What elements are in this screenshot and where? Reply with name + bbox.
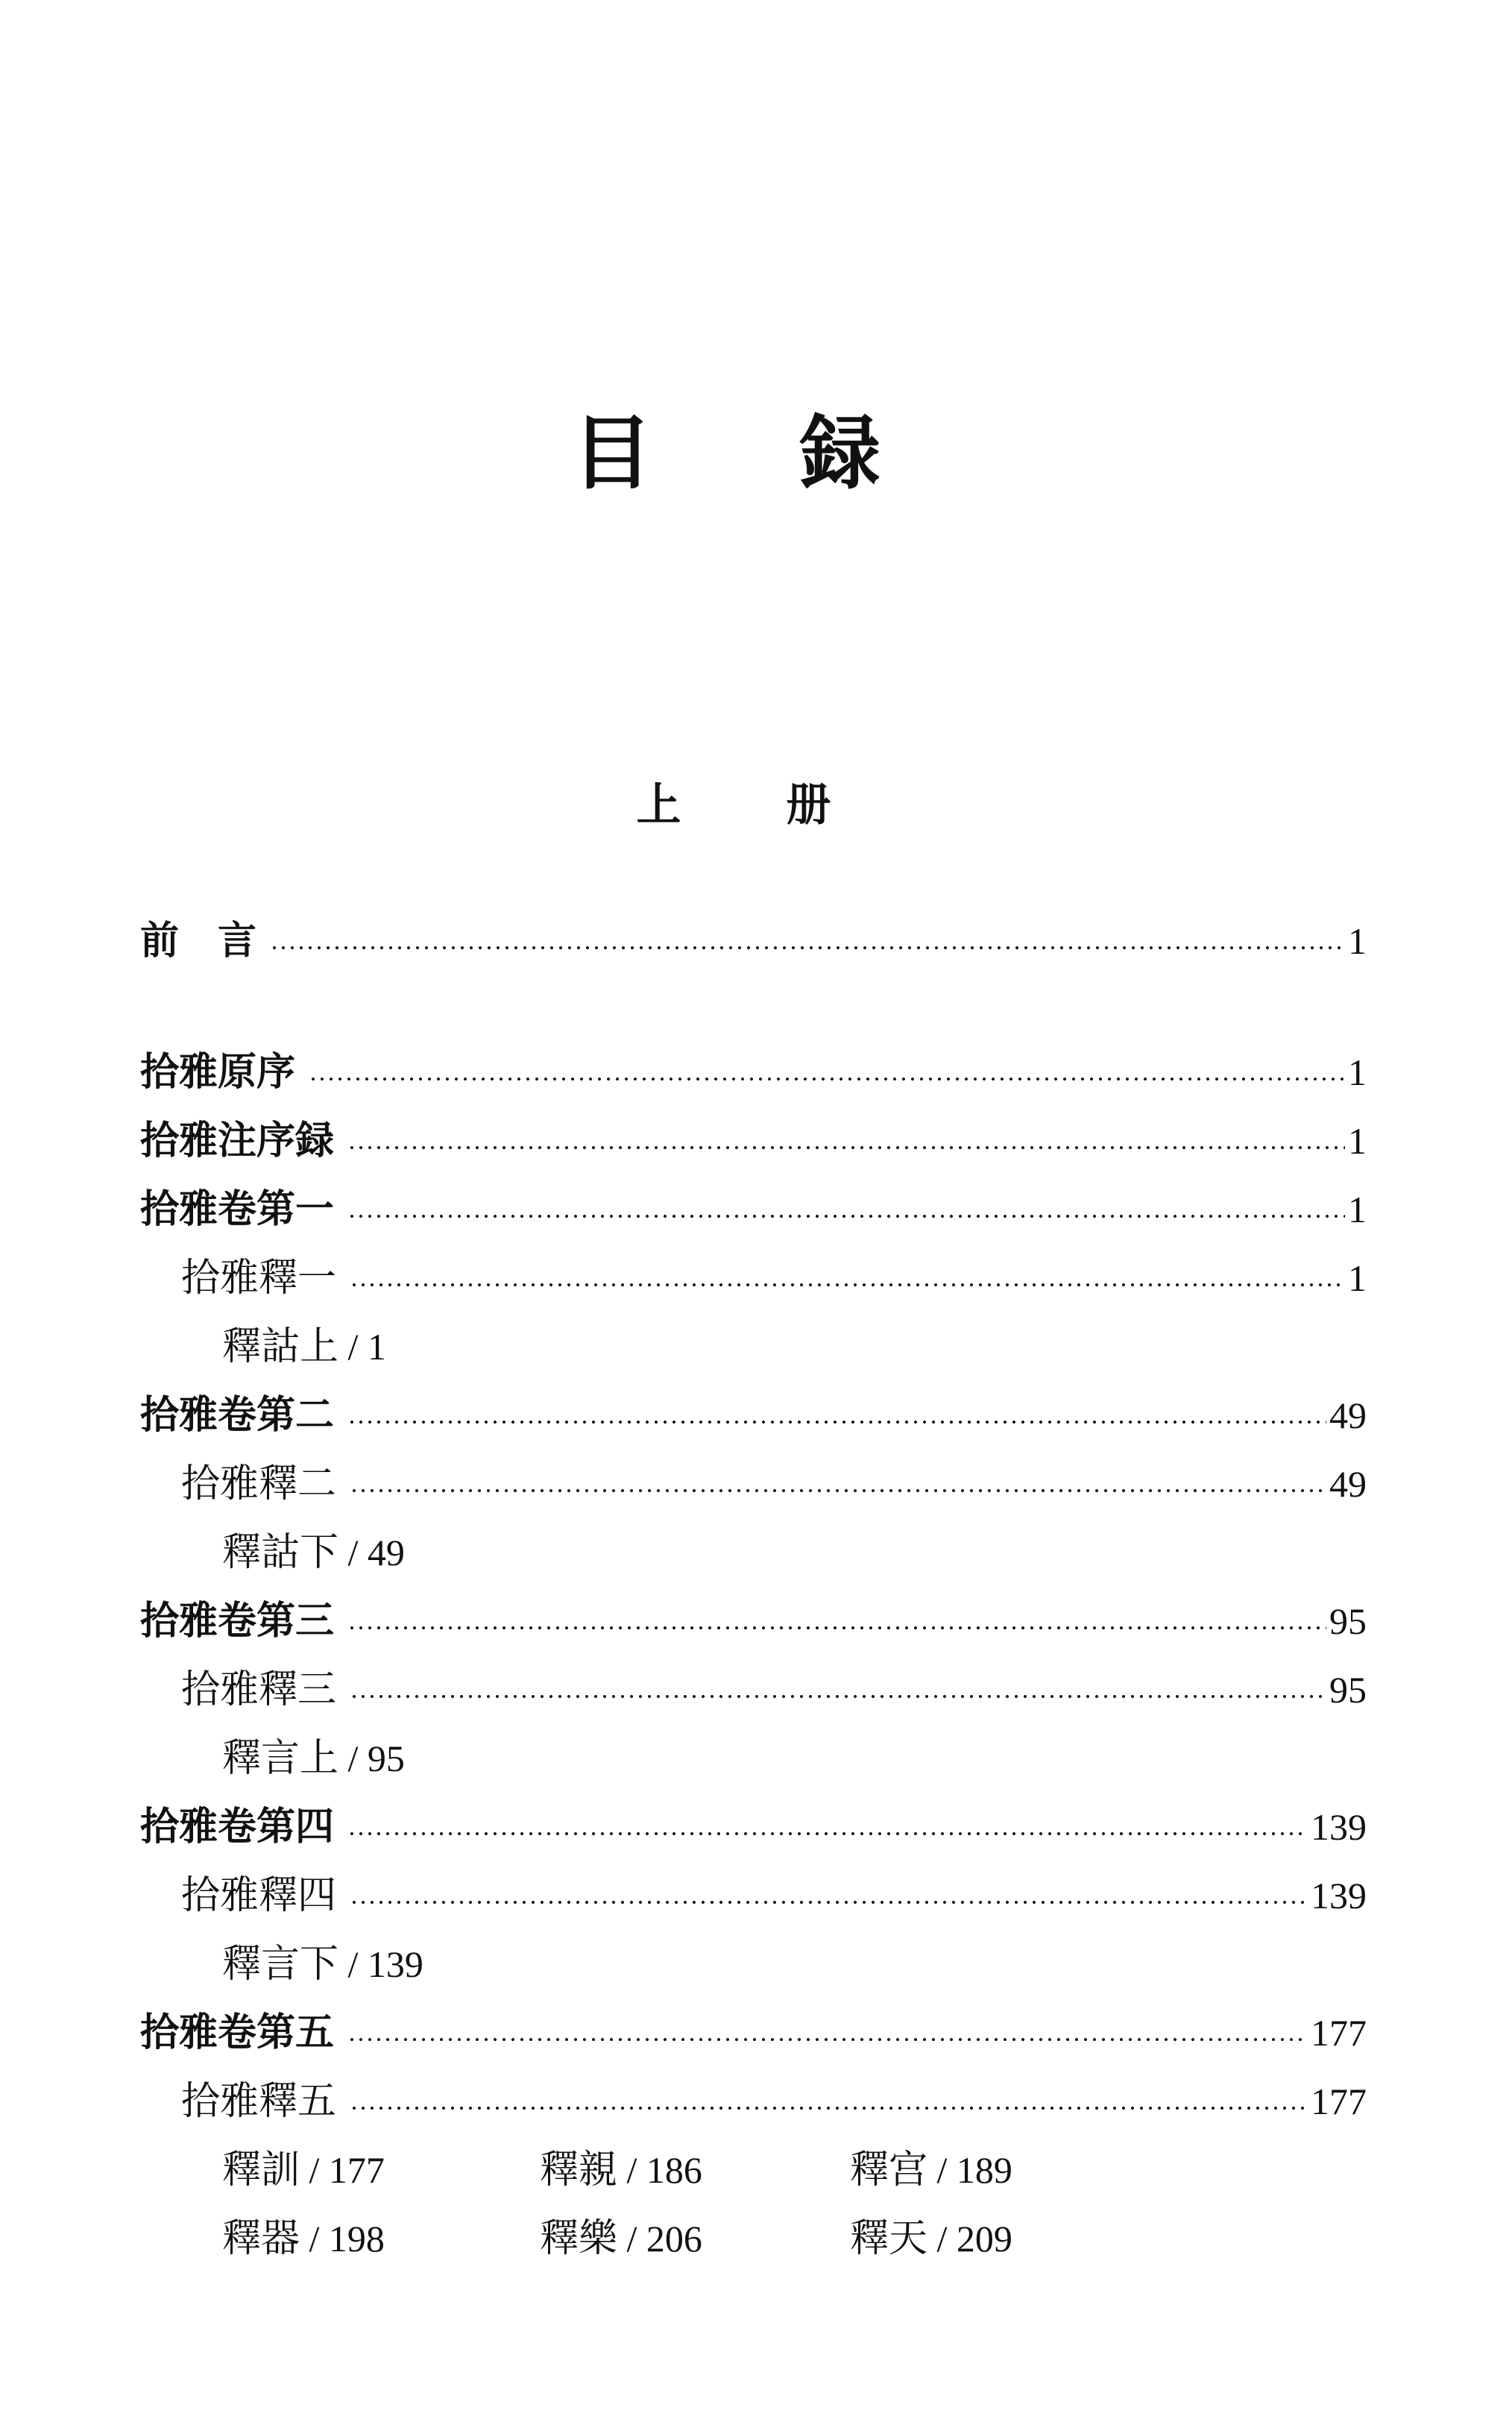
toc-entry-label: 拾雅卷第一 <box>140 1187 335 1232</box>
toc-section-label: 釋詁下 <box>222 1530 339 1575</box>
toc-section[interactable]: 釋天 / 209 <box>850 2216 1012 2261</box>
dot-leader <box>347 1420 1326 1424</box>
toc-subentry[interactable] <box>181 1866 1367 1925</box>
toc-section-label: 釋言上 <box>222 1736 339 1781</box>
toc-section-page: 49 <box>367 1532 405 1573</box>
toc-entry[interactable] <box>140 1043 1367 1102</box>
dot-leader <box>350 1694 1326 1699</box>
toc-section[interactable]: 釋宫 / 189 <box>850 2148 1012 2192</box>
toc-entry-page: 1 <box>1348 920 1367 962</box>
dot-leader <box>347 2037 1308 2042</box>
toc-entry-label: 拾雅原序 <box>140 1050 296 1095</box>
toc-section-page: 177 <box>328 2149 385 2191</box>
toc-entry-label: 前 言 <box>140 919 257 963</box>
toc-section-label: 釋詁上 <box>222 1324 339 1369</box>
dot-leader <box>350 1283 1345 1287</box>
dot-leader <box>347 1626 1326 1630</box>
toc-section[interactable]: 釋言上 / 95 <box>222 1736 405 1781</box>
toc-entry-page: 139 <box>1311 1806 1367 1848</box>
toc-section-label: 釋親 <box>540 2148 618 2192</box>
dot-leader <box>350 2106 1308 2110</box>
dot-leader <box>347 1831 1308 1836</box>
toc-entry[interactable] <box>140 1797 1367 1857</box>
toc-section-page: 1 <box>367 1326 386 1368</box>
toc-entry-page: 49 <box>1329 1463 1367 1505</box>
toc-entry-page: 1 <box>1348 1257 1367 1299</box>
toc-entry-page: 1 <box>1348 1189 1367 1230</box>
toc-section-label: 釋言下 <box>222 1942 339 1987</box>
toc-section-label: 釋訓 <box>222 2148 300 2192</box>
toc-section-page: 186 <box>646 2149 702 2191</box>
toc-entry-page: 1 <box>1348 1051 1367 1093</box>
toc-entry-label: 拾雅卷第三 <box>140 1599 335 1644</box>
toc-section[interactable]: 釋詁下 / 49 <box>222 1530 405 1575</box>
toc-entry-label: 拾雅卷第四 <box>140 1805 335 1849</box>
toc-section[interactable]: 釋親 / 186 <box>540 2148 702 2192</box>
toc-subentry[interactable] <box>181 1454 1367 1514</box>
toc-entry-label: 拾雅釋一 <box>181 1256 337 1301</box>
toc-section-label: 釋器 <box>222 2216 300 2261</box>
toc-entry[interactable] <box>140 2003 1367 2063</box>
toc-entry-label: 拾雅釋三 <box>181 1667 337 1712</box>
toc-section-label: 釋樂 <box>540 2216 618 2261</box>
volume-heading: 上 册 <box>636 779 876 831</box>
dot-leader <box>347 1214 1345 1218</box>
toc-entry-page: 49 <box>1329 1394 1367 1436</box>
toc-section-label: 釋宫 <box>850 2148 928 2192</box>
toc-section-page: 139 <box>367 1943 423 1985</box>
dot-leader <box>270 946 1345 950</box>
toc-entry-page: 177 <box>1311 2081 1367 2122</box>
toc-entry-label: 拾雅卷第二 <box>140 1393 335 1438</box>
toc-subentry[interactable] <box>181 1660 1367 1720</box>
toc-entry-label: 拾雅釋二 <box>181 1462 337 1506</box>
toc-entry-label: 拾雅釋四 <box>181 1873 337 1918</box>
toc-entry-page: 139 <box>1311 1875 1367 1916</box>
toc-entry-label: 拾雅釋五 <box>181 2079 337 2124</box>
toc-entry-page: 177 <box>1311 2012 1367 2054</box>
toc-entry-page: 95 <box>1329 1669 1367 1711</box>
toc-entry-page: 95 <box>1329 1600 1367 1642</box>
toc-subentry[interactable] <box>181 1248 1367 1308</box>
toc-section[interactable]: 釋言下 / 139 <box>222 1942 423 1987</box>
toc-section-page: 198 <box>328 2218 385 2260</box>
toc-section[interactable]: 釋訓 / 177 <box>222 2148 385 2192</box>
toc-entry-label: 拾雅卷第五 <box>140 2010 335 2055</box>
toc-subentry[interactable] <box>181 2072 1367 2131</box>
toc-section-label: 釋天 <box>850 2216 928 2261</box>
dot-leader <box>347 1145 1345 1150</box>
toc-entry[interactable] <box>140 1111 1367 1171</box>
dot-leader <box>350 1900 1308 1905</box>
toc-entry[interactable] <box>140 1180 1367 1239</box>
toc-section-page: 209 <box>956 2218 1012 2260</box>
page-title: 目 録 <box>572 407 940 500</box>
toc-section[interactable]: 釋樂 / 206 <box>540 2216 702 2261</box>
dot-leader <box>309 1077 1345 1081</box>
toc-entry[interactable] <box>140 1386 1367 1445</box>
toc-entry-preface[interactable] <box>140 911 1367 971</box>
toc-entry-label: 拾雅注序録 <box>140 1119 335 1163</box>
toc-section[interactable]: 釋器 / 198 <box>222 2216 385 2261</box>
dot-leader <box>350 1488 1326 1493</box>
toc-section[interactable]: 釋詁上 / 1 <box>222 1324 386 1369</box>
toc-section-page: 206 <box>646 2218 702 2260</box>
toc-section-page: 189 <box>956 2149 1012 2191</box>
toc-section-page: 95 <box>367 1738 405 1779</box>
toc-entry[interactable] <box>140 1591 1367 1651</box>
toc-entry-page: 1 <box>1348 1120 1367 1162</box>
